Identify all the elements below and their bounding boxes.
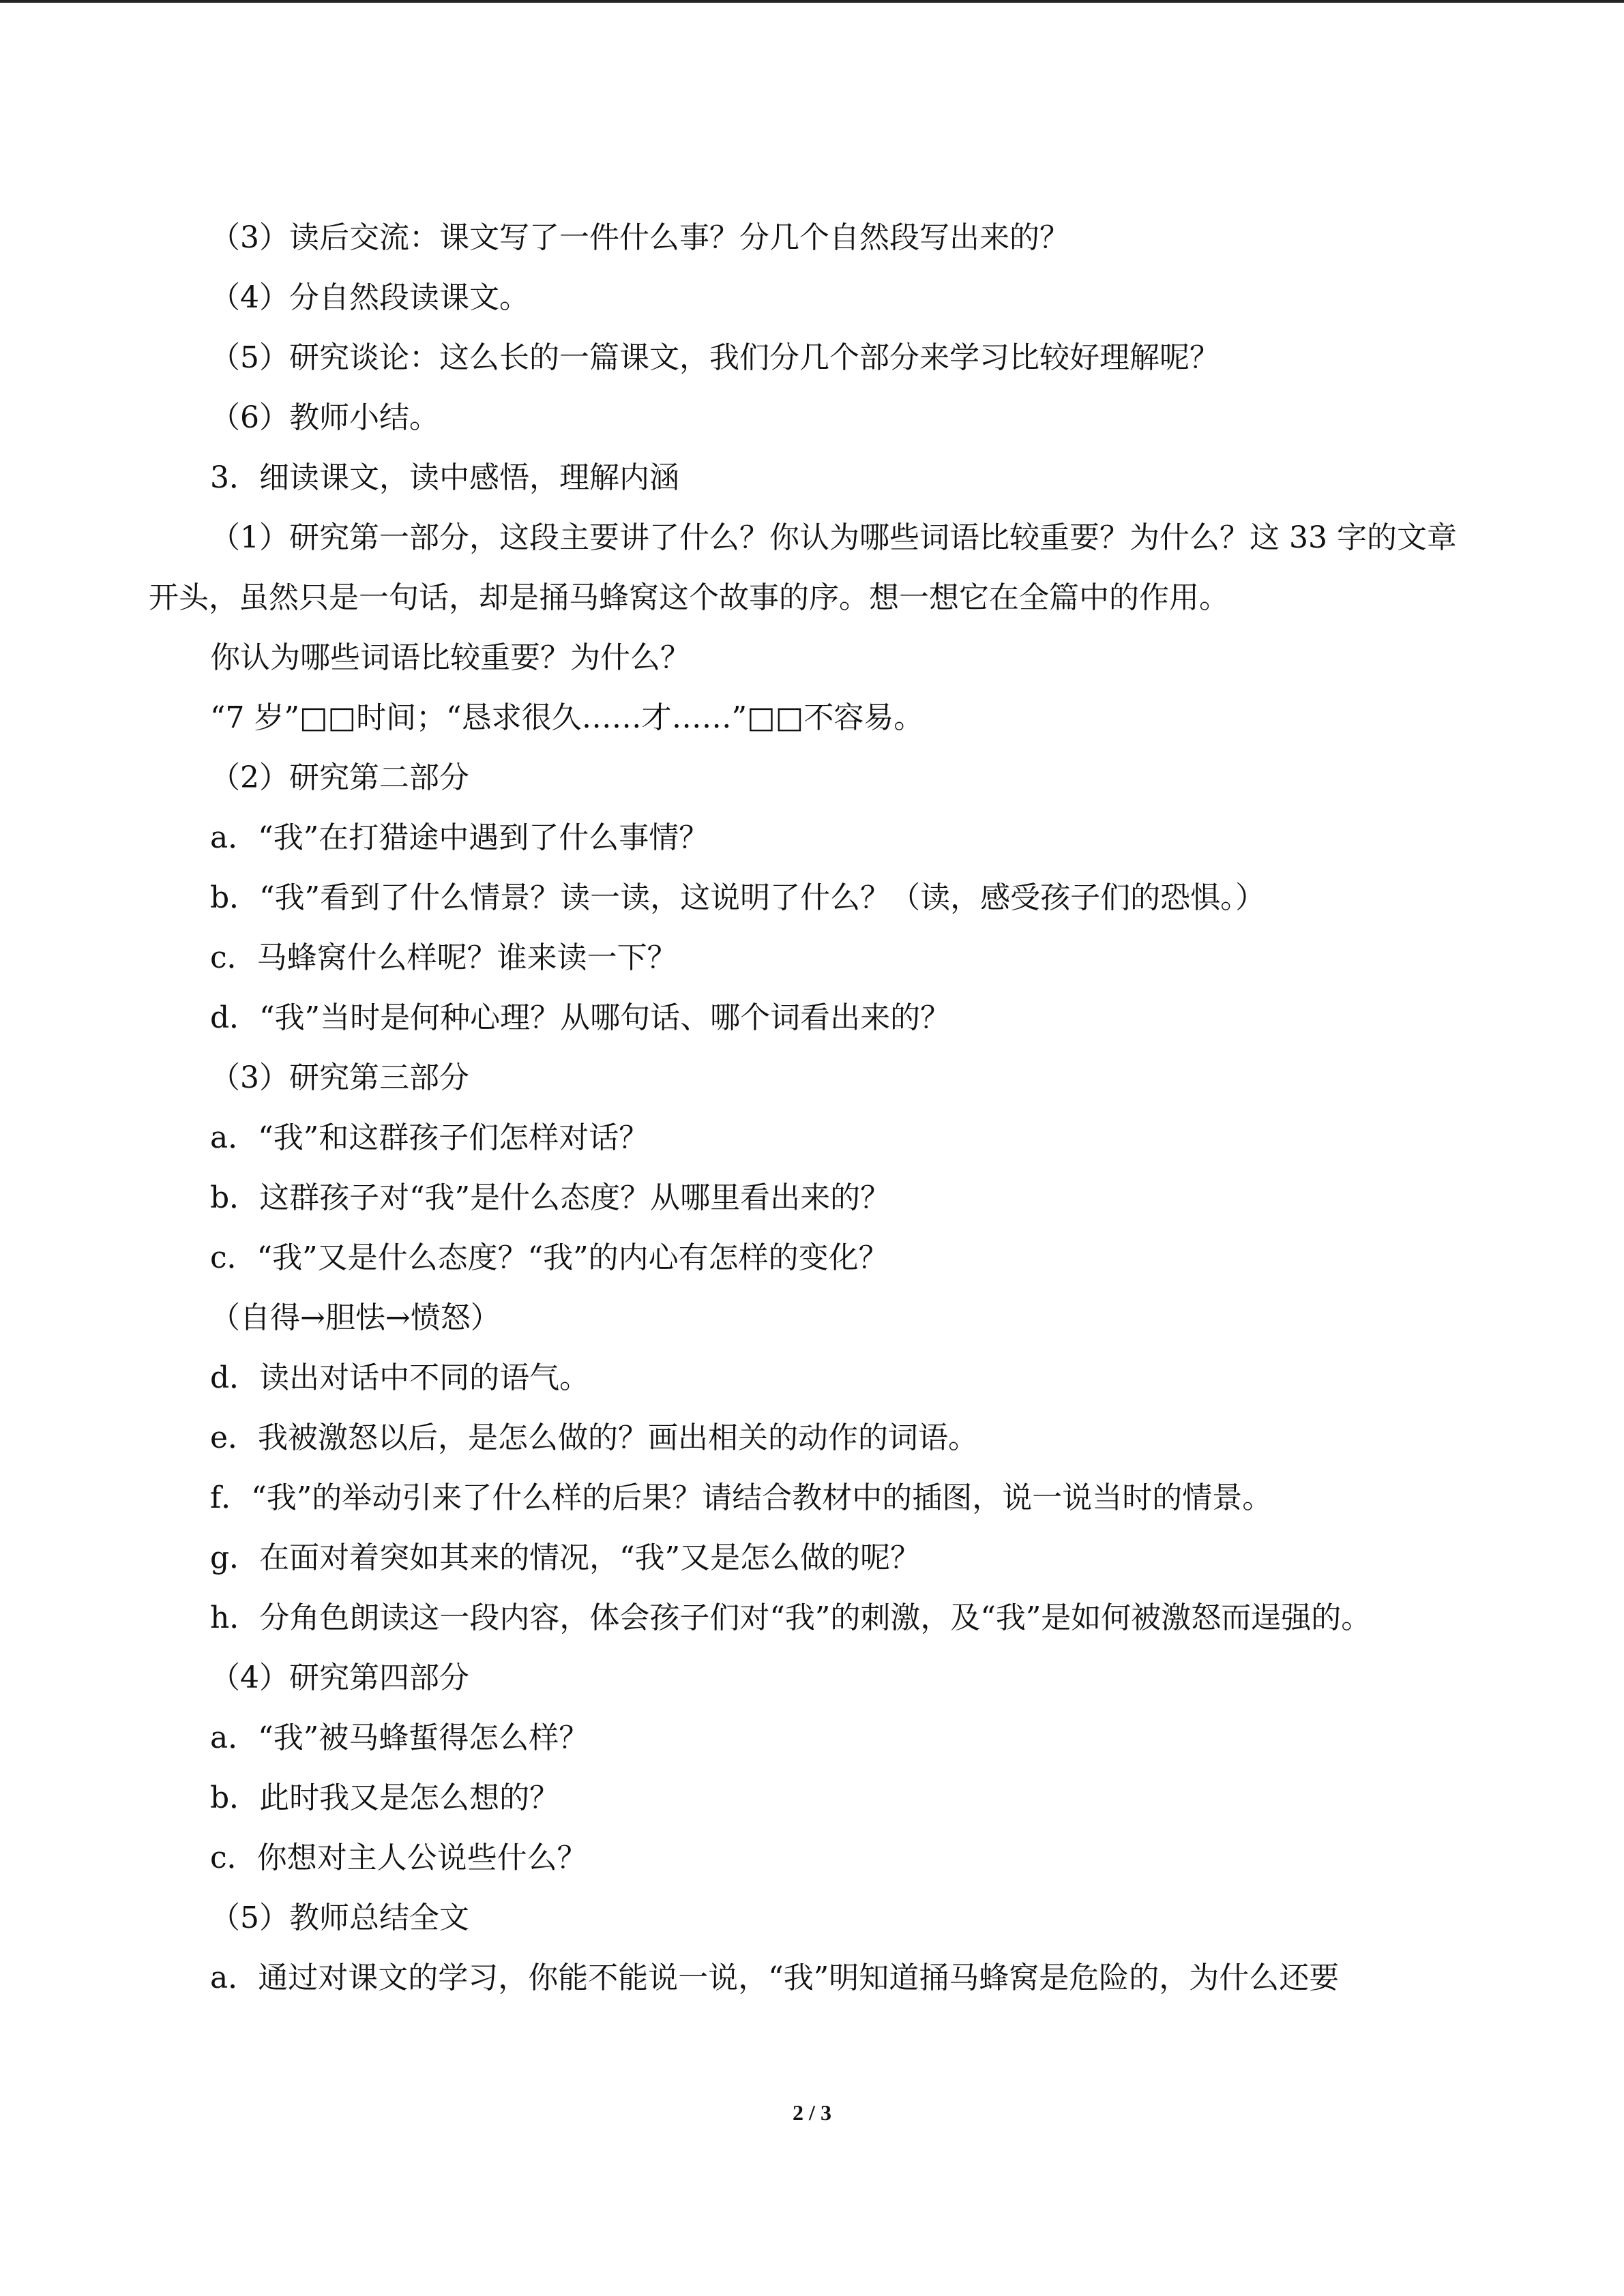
list-item: a．“我”被马蜂蜇得怎么样？ [210,1720,589,1755]
paragraph-line: （6）教师小结。 [210,400,439,435]
paragraph-line: （4）分自然段读课文。 [210,280,529,315]
paragraph-line: 你认为哪些词语比较重要？为什么？ [210,640,690,675]
list-item: d．“我”当时是何种心理？从哪句话、哪个词看出来的？ [210,1000,951,1035]
paragraph-line: （自得→胆怯→愤怒） [210,1300,501,1335]
paragraph-line: “7 岁”□□时间；“恳求很久……才……”□□不容易。 [210,700,924,735]
list-item: a．“我”和这群孩子们怎样对话？ [210,1120,649,1155]
subsection-heading: （4）研究第四部分 [210,1660,469,1695]
subsection-heading: （5）教师总结全文 [210,1900,469,1935]
list-item: b．此时我又是怎么想的？ [210,1780,560,1815]
page-number: 2 / 3 [793,2100,831,2125]
list-item: b．“我”看到了什么情景？读一读，这说明了什么？（读，感受孩子们的恐惧。） [210,880,1266,915]
list-item: f．“我”的举动引来了什么样的后果？请结合教材中的插图，说一说当时的情景。 [210,1480,1273,1515]
list-item: a．通过对课文的学习，你能不能说一说，“我”明知道捅马蜂窝是危险的，为什么还要 [210,1960,1340,1995]
top-border [0,0,1624,3]
list-item-wrapped: h．分角色朗读这一段内容，体会孩子们对“我”的刺激，及“我”是如何被激怒而逞强的。 [210,1600,1372,1635]
list-item: c．马蜂窝什么样呢？谁来读一下？ [210,940,677,975]
paragraph-wrapped: （1）研究第一部分，这段主要讲了什么？你认为哪些词语比较重要？为什么？这 33 字的文章开头，虽然只是一句话，却是捅马蜂窝这个故事的序。想一想它在全篇中的作用。 [149,520,1457,615]
list-item: c．“我”又是什么态度？“我”的内心有怎样的变化？ [210,1240,889,1275]
list-item: a．“我”在打猎途中遇到了什么事情？ [210,820,709,855]
paragraph-line: （5）研究谈论：这么长的一篇课文，我们分几个部分来学习比较好理解呢？ [210,340,1220,375]
subsection-heading: （2）研究第二部分 [210,760,469,795]
list-item: g．在面对着突如其来的情况，“我”又是怎么做的呢？ [210,1540,921,1575]
section-heading: 3．细读课文，读中感悟，理解内涵 [210,460,679,495]
paragraph-line: （3）读后交流：课文写了一件什么事？分几个自然段写出来的？ [210,220,1069,255]
subsection-heading: （3）研究第三部分 [210,1060,469,1095]
list-item: d．读出对话中不同的语气。 [210,1360,590,1395]
list-item: b．这群孩子对“我”是什么态度？从哪里看出来的？ [210,1180,891,1215]
document-body [149,208,1475,2008]
list-item: e．我被激怒以后，是怎么做的？画出相关的动作的词语。 [210,1420,979,1455]
list-item: c．你想对主人公说些什么？ [210,1840,587,1875]
